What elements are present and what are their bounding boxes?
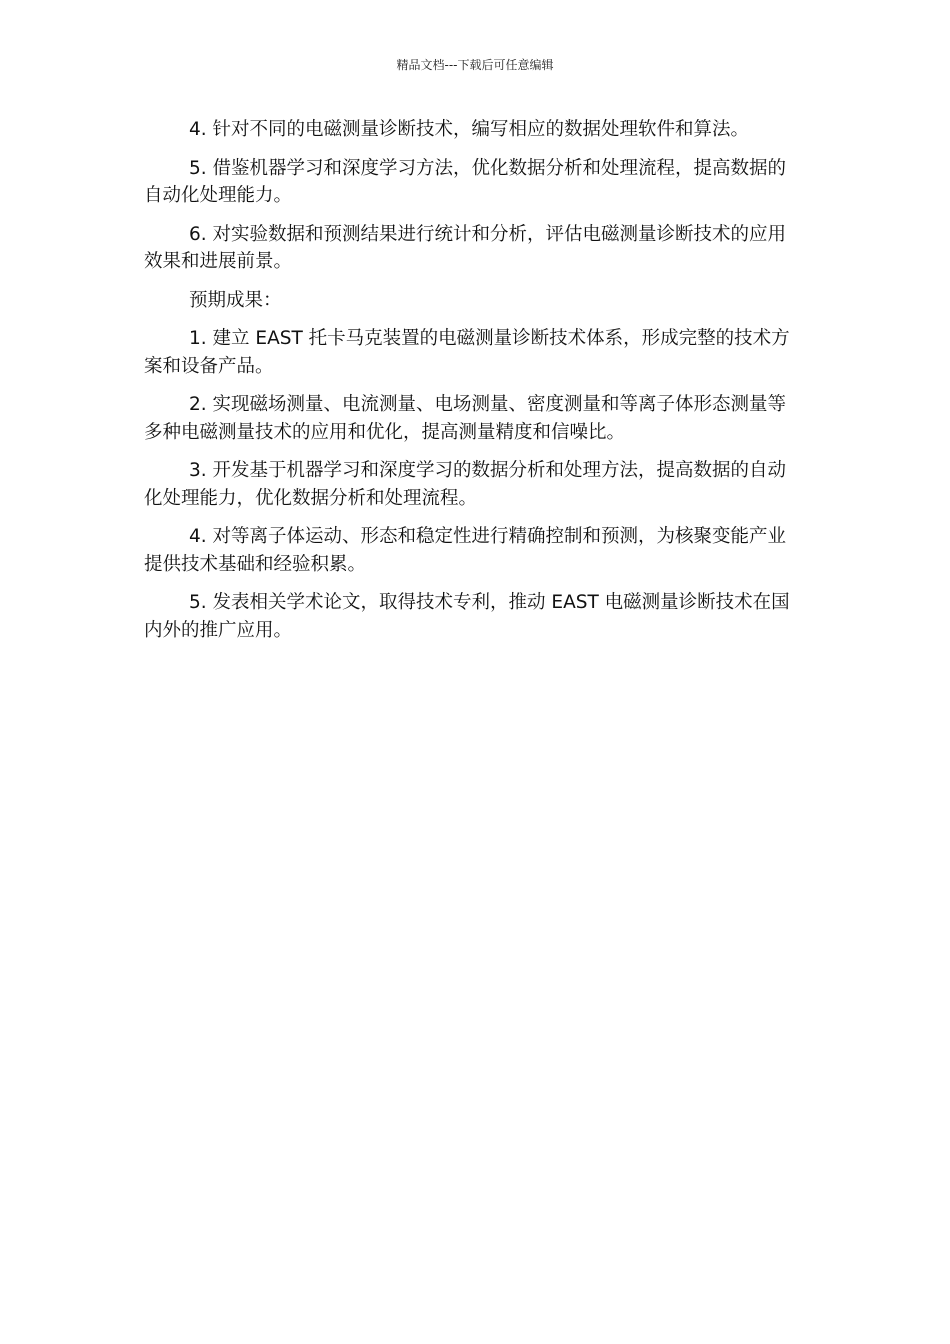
paragraph-item-5-ml: 5. 借鉴机器学习和深度学习方法，优化数据分析和处理流程，提高数据的自动化处理能力。	[144, 157, 787, 206]
result-item-4: 4. 对等离子体运动、形态和稳定性进行精确控制和预测，为核聚变能产业提供技术基础和经验积累。	[144, 526, 787, 575]
result-item-3: 3. 开发基于机器学习和深度学习的数据分析和处理方法，提高数据的自动化处理能力，优化数据分析和处理流程。	[144, 460, 787, 509]
result-item-2: 2. 实现磁场测量、电流测量、电场测量、密度测量和等离子体形态测量等多种电磁测量技术的应用和优化，提高测量精度和信噪比。	[144, 394, 787, 443]
result-item-5: 5. 发表相关学术论文，取得技术专利，推动 EAST 电磁测量诊断技术在国内外的推广应用。	[144, 592, 790, 641]
result-item-1: 1. 建立 EAST 托卡马克装置的电磁测量诊断技术体系，形成完整的技术方案和设备产品。	[144, 328, 790, 377]
paragraph-item-4-software: 4. 针对不同的电磁测量诊断技术，编写相应的数据处理软件和算法。	[189, 119, 750, 140]
paragraph-item-6-statistics: 6. 对实验数据和预测结果进行统计和分析，评估电磁测量诊断技术的应用效果和进展前景。	[144, 223, 787, 272]
page-header: 精品文档---下载后可任意编辑	[396, 58, 554, 72]
document-body	[144, 116, 804, 655]
expected-results-heading: 预期成果：	[189, 289, 282, 311]
